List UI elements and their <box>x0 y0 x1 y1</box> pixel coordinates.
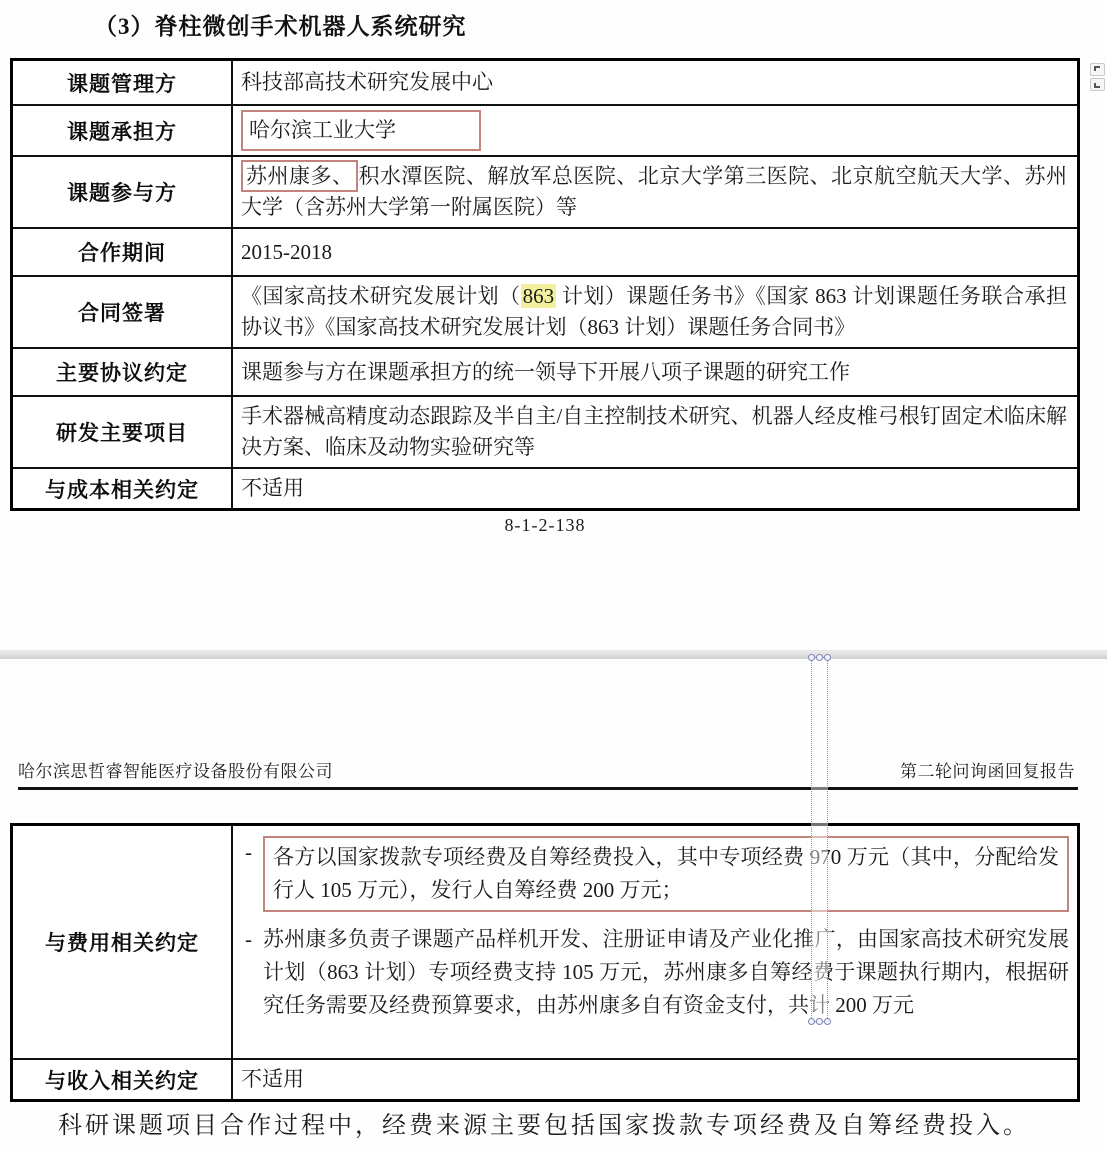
row-value <box>233 277 1077 347</box>
table-row <box>13 275 1077 347</box>
cell-text <box>241 281 1067 343</box>
cell-text: 《国家高技术研究发展计划（ <box>241 284 521 308</box>
table-row <box>13 395 1077 467</box>
header-report-title: 第二轮问询函回复报告 <box>900 762 1075 781</box>
row-label: 合作期间 <box>13 229 233 275</box>
selection-handle[interactable] <box>808 654 815 661</box>
section-title: （3）脊柱微创手术机器人系统研究 <box>94 14 467 39</box>
table-row <box>13 347 1077 395</box>
selection-handle[interactable] <box>824 1018 831 1025</box>
dash-bullet: - <box>245 927 252 951</box>
row-label: 研发主要项目 <box>13 397 233 467</box>
page-number: 8-1-2-138 <box>504 515 586 535</box>
row-value <box>233 106 1077 155</box>
cell-text: 积水潭医院、解放军总医院、北京大学第三医院、北京航空航天大学、苏州大学（含苏州大学第一附属医院）等 <box>241 164 1068 219</box>
row-value <box>233 157 1077 227</box>
fee-income-table <box>10 823 1080 1102</box>
table-row <box>13 467 1077 508</box>
dash-bullet: - <box>245 840 252 864</box>
row-label: 课题参与方 <box>13 157 233 227</box>
selection-handle[interactable] <box>816 654 823 661</box>
note-annotation-icon[interactable] <box>1090 78 1105 91</box>
row-label: 课题承担方 <box>13 106 233 155</box>
body-paragraph: 科研课题项目合作过程中，经费来源主要包括国家拨款专项经费及自筹经费投入。 <box>58 1113 1030 1139</box>
row-value <box>233 349 1077 395</box>
row-value <box>233 61 1077 104</box>
header-rule <box>18 787 1078 790</box>
header-company-name: 哈尔滨思哲睿智能医疗设备股份有限公司 <box>18 762 333 781</box>
selection-handle[interactable] <box>824 654 831 661</box>
cell-text: 2015-2018 <box>241 239 332 264</box>
cell-text <box>241 161 1067 223</box>
row-label: 合同签署 <box>13 277 233 347</box>
row-value <box>233 826 1077 1058</box>
cell-text: 不适用 <box>241 1067 304 1091</box>
row-value <box>233 469 1077 508</box>
row-value <box>233 229 1077 275</box>
selection-box[interactable] <box>811 657 828 1022</box>
row-label: 与成本相关约定 <box>13 469 233 508</box>
research-project-table <box>10 58 1080 511</box>
table-row <box>13 155 1077 227</box>
note-glyph-icon <box>1094 66 1100 71</box>
highlighted-text[interactable]: 863 <box>522 284 555 308</box>
note-annotation-icon[interactable] <box>1090 63 1105 76</box>
table-row <box>13 1058 1077 1099</box>
row-label: 与收入相关约定 <box>13 1060 233 1099</box>
note-glyph-icon <box>1094 83 1100 88</box>
red-annotation-box[interactable] <box>241 110 481 151</box>
table-row <box>13 227 1077 275</box>
cell-text: 课题参与方在课题承担方的统一领导下开展八项子课题的研究工作 <box>241 359 850 384</box>
red-annotation-box[interactable]: 各方以国家拨款专项经费及自筹经费投入，其中专项经费 970 万元（其中，分配给发行人 105 万元），发行人自筹经费 200 万元； <box>263 836 1069 912</box>
cell-text: 手术器械高精度动态跟踪及半自主/自主控制技术研究、机器人经皮椎弓根钉固定术临床解决方案、临床及动物实验研究等 <box>241 404 1067 459</box>
row-label: 与费用相关约定 <box>13 826 233 1058</box>
table-row <box>13 826 1077 1058</box>
row-label: 课题管理方 <box>13 61 233 104</box>
cell-text: 计划）课题任务书》《国家 863 计划课题任务联合承担协议书》《国家高技术研究发展计划（863 计划）课题任务合同书》 <box>241 284 1068 339</box>
row-value <box>233 1060 1077 1099</box>
red-annotation-box[interactable]: 苏州康多、 <box>241 160 358 192</box>
cell-text: 不适用 <box>241 476 304 500</box>
table-row <box>13 104 1077 155</box>
selection-handle[interactable] <box>808 1018 815 1025</box>
cell-text: 苏州康多负责子课题产品样机开发、注册证申请及产业化推广，由国家高技术研究发展计划（863 计划）专项经费支持 105 万元，苏州康多自筹经费于课题执行期内，根据研究任务需要及经费预算要求，由苏州康多自有资金支付，共计 200 万元 <box>263 927 1069 1017</box>
list-item <box>243 923 1069 1022</box>
cell-text: 哈尔滨工业大学 <box>249 118 396 142</box>
table-row <box>13 61 1077 104</box>
page-break-divider <box>0 650 1107 659</box>
row-value <box>233 397 1077 467</box>
cell-text: 科技部高技术研究发展中心 <box>241 70 493 94</box>
list-item <box>243 836 1069 912</box>
selection-handle[interactable] <box>816 1018 823 1025</box>
row-label: 主要协议约定 <box>13 349 233 395</box>
